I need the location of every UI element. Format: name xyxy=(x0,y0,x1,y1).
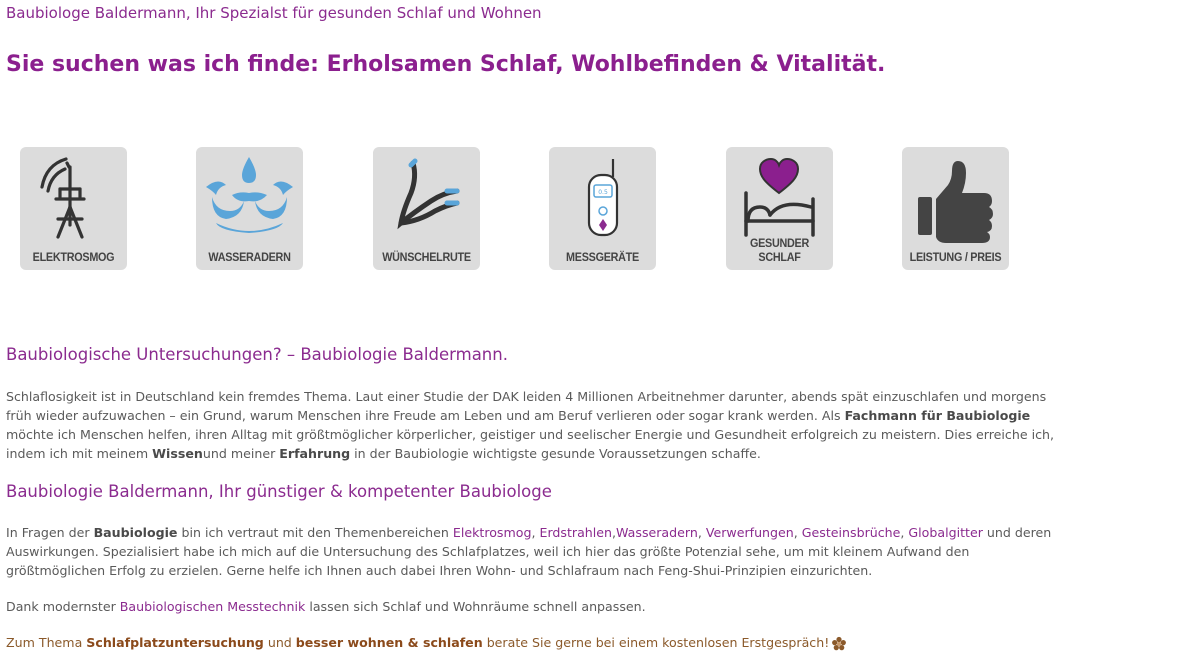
water-fountain-icon xyxy=(196,147,303,252)
intro-paragraph: Schlaflosigkeit ist in Deutschland kein fremdes Thema. Laut einer Studie der DAK leiden 4 Millionen Arbeitnehmer darunter, abends spät einzuschlafen und morgens früh wieder aufzuwachen – ein Grund, warum Menschen ihre Freude am Leben und am Beruf verlieren oder sogar krank werden. Als Fachmann für Baubiologie möchte ich Menschen helfen, ihren Alltag mit größtmöglicher körperlicher, geistiger und seelischer Energie und Gesundheit erfolgreich zu meistern. Dies erreiche ich, indem ich mit meinem Wissenund meiner Erfahrung in der Baubiologie wichtigste gesunde Voraussetzungen schaffe. xyxy=(6,389,1054,461)
svg-text:0.5: 0.5 xyxy=(598,189,608,196)
power-mast-icon xyxy=(20,147,127,252)
site-subtitle: Baubiologe Baldermann, Ihr Spezialst für gesunden Schlaf und Wohnen xyxy=(6,4,542,22)
link-erdstrahlen[interactable]: Erdstrahlen xyxy=(539,525,612,540)
tile-label: WÜNSCHELRUTE xyxy=(382,250,471,264)
measuring-device-icon xyxy=(549,147,656,252)
flower-icon xyxy=(831,636,847,652)
tile-label: ELEKTROSMOG xyxy=(32,250,115,264)
tile-label: GESUNDER SCHLAF xyxy=(749,236,810,264)
tile-label: LEISTUNG / PREIS xyxy=(909,250,1002,264)
section-heading-untersuchungen: Baubiologische Untersuchungen? – Baubiologie Baldermann. xyxy=(6,345,508,364)
link-wasseradern[interactable]: Wasseradern xyxy=(616,525,698,540)
tile-elektrosmog[interactable] xyxy=(20,147,127,270)
thumbs-up-icon xyxy=(902,147,1009,252)
tile-label: WASSERADERN xyxy=(208,250,291,264)
tile-gesunder-schlaf[interactable] xyxy=(726,147,833,270)
cta-line: Zum Thema Schlafplatzuntersuchung und besser wohnen & schlafen berate Sie gerne bei einem kostenlosen Erstgespräch! xyxy=(6,633,847,652)
link-elektrosmog[interactable]: Elektrosmog xyxy=(452,525,532,540)
tile-messgeraete[interactable] xyxy=(549,147,656,270)
topics-paragraph: In Fragen der Baubiologie bin ich vertraut mit den Themenbereichen Elektrosmog, Erdstrahlen,Wasseradern, Verwerfungen, Gesteinsbrüche, Globalgitter und deren Auswirkungen. Spezialisiert habe ich mich auf die Untersuchung des Schlafplatzes, weil ich hier das größte Potenzial sehe, um mit kleinem Aufwand den größtmöglichen Erfolg zu erzielen. Gerne helfe ich Ihnen auch dabei Ihren Wohn- und Schlafraum nach Feng-Shui-Prinzipien einzurichten. xyxy=(6,525,1052,578)
page-heading: Sie suchen was ich finde: Erholsamen Schlaf, Wohlbefinden & Vitalität. xyxy=(6,52,886,77)
link-gesteinsbrueche[interactable]: Gesteinsbrüche xyxy=(801,525,901,540)
dowsing-rod-icon xyxy=(373,147,480,252)
link-verwerfungen[interactable]: Verwerfungen xyxy=(705,525,794,540)
tile-wuenschelrute[interactable] xyxy=(373,147,480,270)
messtechnik-paragraph: Dank modernster Baubiologischen Messtechnik lassen sich Schlaf und Wohnräume schnell anpassen. xyxy=(6,599,646,614)
link-globalgitter[interactable]: Globalgitter xyxy=(908,525,983,540)
tile-wasseradern[interactable] xyxy=(196,147,303,270)
tile-label: MESSGERÄTE xyxy=(566,250,639,264)
link-messtechnik[interactable]: Baubiologischen Messtechnik xyxy=(119,599,306,614)
section-heading-kompetent: Baubiologie Baldermann, Ihr günstiger & kompetenter Baubiologe xyxy=(6,482,552,501)
tile-leistung-preis[interactable] xyxy=(902,147,1009,270)
